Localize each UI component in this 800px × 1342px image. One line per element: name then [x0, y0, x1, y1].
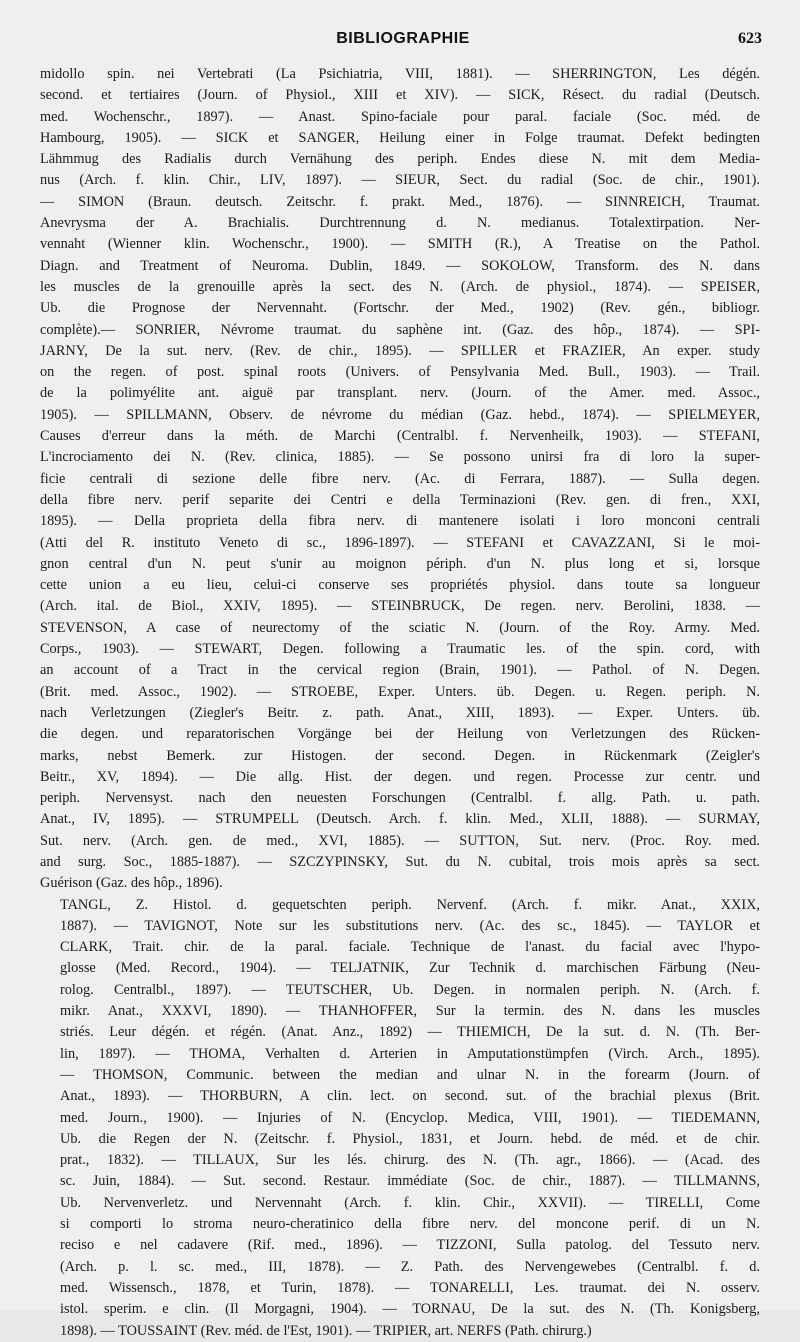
- text-line: reciso e nel cadavere (Rif. med., 1896). — TIZZONI, Sulla patolog. del Tessuto nerv.: [60, 1237, 760, 1254]
- text-line: lin, 1897). — THOMA, Verhalten d. Arterien in Amputationstümpfen (Virch. Arch., 1895).: [60, 1045, 760, 1062]
- bibliography-paragraph-s: [40, 64, 760, 895]
- text-line: TANGL, Z. Histol. d. gequetschten periph. Nervenf. (Arch. f. mikr. Anat., XXIX,: [60, 896, 760, 913]
- text-line: med. Journ., 1900). — Injuries of N. (Encyclop. Medica, VIII, 1901). — TIEDEMANN,: [60, 1109, 760, 1126]
- text-line: istol. sperim. e clin. (Il Morgagni, 1904). — TORNAU, De la sut. des N. (Th. Konigsberg,: [60, 1301, 760, 1318]
- bibliography-paragraph-t: [40, 895, 760, 1342]
- text-line: 1905). — SPILLMANN, Observ. de névrome du médian (Gaz. hebd., 1874). — SPIELMEYER,: [40, 406, 760, 423]
- text-line: Corps., 1903). — STEWART, Degen. following a Traumatic les. of the spin. cord, with: [40, 641, 760, 658]
- text-line: STEVENSON, A case of neurectomy of the sciatic N. (Journ. of the Roy. Army. Med.: [40, 619, 760, 636]
- text-line: (Atti del R. instituto Veneto di sc., 1896-1897). — STEFANI et CAVAZZANI, Si le moi-: [40, 534, 760, 551]
- text-line: Causes d'erreur dans la méth. de Marchi (Centralbl. f. Nervenheilk, 1903). — STEFANI,: [40, 428, 760, 445]
- text-line: 1895). — Della proprieta della fibra nerv. di mantenere isolati i loro monconi centrali: [40, 513, 760, 530]
- text-line: marks, nebst Bemerk. zur Histogen. der second. Degen. in Rückenmark (Zeigler's: [40, 747, 760, 764]
- text-line: Hambourg, 1905). — SICK et SANGER, Heilung einer in Folge traumat. Defekt bedingten: [40, 129, 760, 146]
- text-line: periph. Nervensyst. nach den neuesten Forschungen (Centralbl. f. allg. Path. u. path.: [40, 790, 760, 807]
- text-line: striés. Leur dégén. et régén. (Anat. Anz., 1892) — THIEMICH, De la sut. d. N. (Th. Ber-: [60, 1024, 760, 1041]
- text-line: CLARK, Trait. chir. de la paral. faciale. Technique de l'anast. du facial avec l'hypo-: [60, 939, 760, 956]
- text-line: (Brit. med. Assoc., 1902). — STROEBE, Exper. Unters. üb. Degen. u. Regen. periph. N.: [40, 683, 760, 700]
- text-line: ficie centrali di sezione delle fibre nerv. (Ac. di Ferrara, 1887). — Sulla degen.: [40, 470, 760, 487]
- text-line: 1887). — TAVIGNOT, Note sur les substitutions nerv. (Ac. des sc., 1845). — TAYLOR et: [60, 917, 760, 934]
- text-line: nus (Arch. f. klin. Chir., LIV, 1897). — SIEUR, Sect. du radial (Soc. de chir., 1901).: [40, 172, 760, 189]
- text-line: les muscles de la grenouille après la sect. des N. (Arch. de physiol., 1874). — SPEISER,: [40, 278, 760, 295]
- text-line: gnon central d'un N. peut s'unir au moignon périph. d'un N. plus long et si, lorsque: [40, 555, 760, 572]
- text-line: L'incrociamento dei N. (Rev. clinica, 1885). — Se possono unirsi fra di loro la super-: [40, 449, 760, 466]
- text-line: (Arch. ital. de Biol., XXIV, 1895). — STEINBRUCK, De regen. nerv. Berolini, 1838. —: [40, 598, 760, 615]
- text-line: mikr. Anat., XXXVI, 1890). — THANHOFFER, Sur la termin. des N. dans les muscles: [60, 1003, 760, 1020]
- text-line: de la polimyélite ant. aiguë par transplant. nerv. (Journ. of the Amer. med. Assoc.,: [40, 385, 760, 402]
- text-line: 1898). — TOUSSAINT (Rev. méd. de l'Est, 1901). — TRIPIER, art. NERFS (Path. chirurg.): [60, 1322, 592, 1339]
- text-line: Anat., IV, 1895). — STRUMPELL (Deutsch. Arch. f. klin. Med., XLII, 1888). — SURMAY,: [40, 811, 760, 828]
- text-line: Ub. Nervenverletz. und Nervennaht (Arch. f. klin. Chir., XXVII). — TIRELLI, Come: [60, 1194, 760, 1211]
- text-line: Ub. die Prognose der Nervennaht. (Fortschr. der Med., 1902) (Rev. gén., bibliogr.: [40, 300, 760, 317]
- text-line: Anat., 1893). — THORBURN, A clin. lect. on second. sut. of the brachial plexus (Brit.: [60, 1088, 760, 1105]
- text-line: glosse (Med. Record., 1904). — TELJATNIK, Zur Technik d. marchischen Färbung (Neu-: [60, 960, 760, 977]
- text-line: an account of a Tract in the cervical region (Brain, 1901). — Pathol. of N. Degen.: [40, 662, 760, 679]
- text-line: nach Verletzungen (Ziegler's Beitr. z. path. Anat., XIII, 1893). — Exper. Unters. üb.: [40, 704, 760, 721]
- text-line: Sut. nerv. (Arch. gen. de med., XVI, 1885). — SUTTON, Sut. nerv. (Proc. Roy. med.: [40, 832, 760, 849]
- text-line: Guérison (Gaz. des hôp., 1896).: [40, 875, 223, 892]
- bibliography-text: [40, 64, 760, 1342]
- text-line: Lähmmug des Radialis durch Vernähung des periph. Endes diese N. mit dem Media-: [40, 151, 760, 168]
- text-line: complète).— SONRIER, Névrome traumat. du saphène int. (Gaz. des hôp., 1874). — SPI-: [40, 321, 760, 338]
- text-line: della fibre nerv. perif separite dei Centri e della Terminazioni (Rev. gen. di fren., XXI,: [40, 491, 760, 508]
- text-line: Beitr., XV, 1894). — Die allg. Hist. der degen. und regen. Processe zur centr. und: [40, 768, 760, 785]
- text-line: — SIMON (Braun. deutsch. Zeitschr. f. prakt. Med., 1876). — SINNREICH, Traumat.: [40, 193, 760, 210]
- text-line: Ub. die Regen der N. (Zeitschr. f. Physiol., 1831, et Journ. hebd. de méd. et de chir.: [60, 1130, 760, 1147]
- text-line: Diagn. and Treatment of Neuroma. Dublin, 1849. — SOKOLOW, Transform. des N. dans: [40, 257, 760, 274]
- text-line: (Arch. p. l. sc. med., III, 1878). — Z. Path. des Nervengewebes (Centralbl. f. d.: [60, 1258, 760, 1275]
- text-line: rolog. Centralbl., 1897). — TEUTSCHER, Ub. Degen. in normalen periph. N. (Arch. f.: [60, 981, 760, 998]
- text-line: med. Wissensch., 1878, et Turin, 1878). — TONARELLI, Les. traumat. dei N. osserv.: [60, 1279, 760, 1296]
- text-line: sc. Juin, 1884). — Sut. second. Restaur. immédiate (Soc. de chir., 1887). — TILLMANNS,: [60, 1173, 760, 1190]
- text-line: die degen. und reparatorischen Vorgänge bei der Heilung von Verletzungen des Rücken-: [40, 726, 760, 743]
- text-line: prat., 1832). — TILLAUX, Sur les lés. chirurg. des N. (Th. agr., 1866). — (Acad. des: [60, 1152, 760, 1169]
- text-line: midollo spin. nei Vertebrati (La Psichiatria, VIII, 1881). — SHERRINGTON, Les dégén.: [40, 66, 760, 82]
- running-title: BIBLIOGRAPHIE: [336, 30, 470, 47]
- text-line: on the regen. of post. spinal roots (Univers. of Pensylvania Med. Bull., 1903). — Trail.: [40, 364, 760, 381]
- page-number: 623: [738, 30, 762, 47]
- text-line: second. et tertiaires (Journ. of Physiol., XIII et XIV). — SICK, Résect. du radial (Deutsch.: [40, 87, 760, 104]
- text-line: and surg. Soc., 1885-1887). — SZCZYPINSKY, Sut. du N. cubital, trois mois après sa sect.: [40, 853, 760, 870]
- page-header: [36, 30, 770, 54]
- text-line: JARNY, De la sut. nerv. (Rev. de chir., 1895). — SPILLER et FRAZIER, An exper. study: [40, 342, 760, 359]
- text-line: Anevrysma der A. Brachialis. Durchtrennung d. N. medianus. Totalextirpation. Ner-: [40, 215, 760, 232]
- text-line: vennaht (Wienner klin. Wochenschr., 1900). — SMITH (R.), A Treatise on the Pathol.: [40, 236, 760, 253]
- text-line: med. Wochenschr., 1897). — Anast. Spino-faciale pour paral. faciale (Soc. méd. de: [40, 108, 760, 125]
- text-line: — THOMSON, Communic. between the median and ulnar N. in the forearm (Journ. of: [60, 1066, 760, 1083]
- text-line: cette union a eu lieu, celui-ci conserve ses propriétés physiol. dans toute sa longueur: [40, 577, 760, 594]
- text-line: si comporti lo stroma neuro-cheratinico della fibre nerv. del moncone perif. di un N.: [60, 1216, 760, 1233]
